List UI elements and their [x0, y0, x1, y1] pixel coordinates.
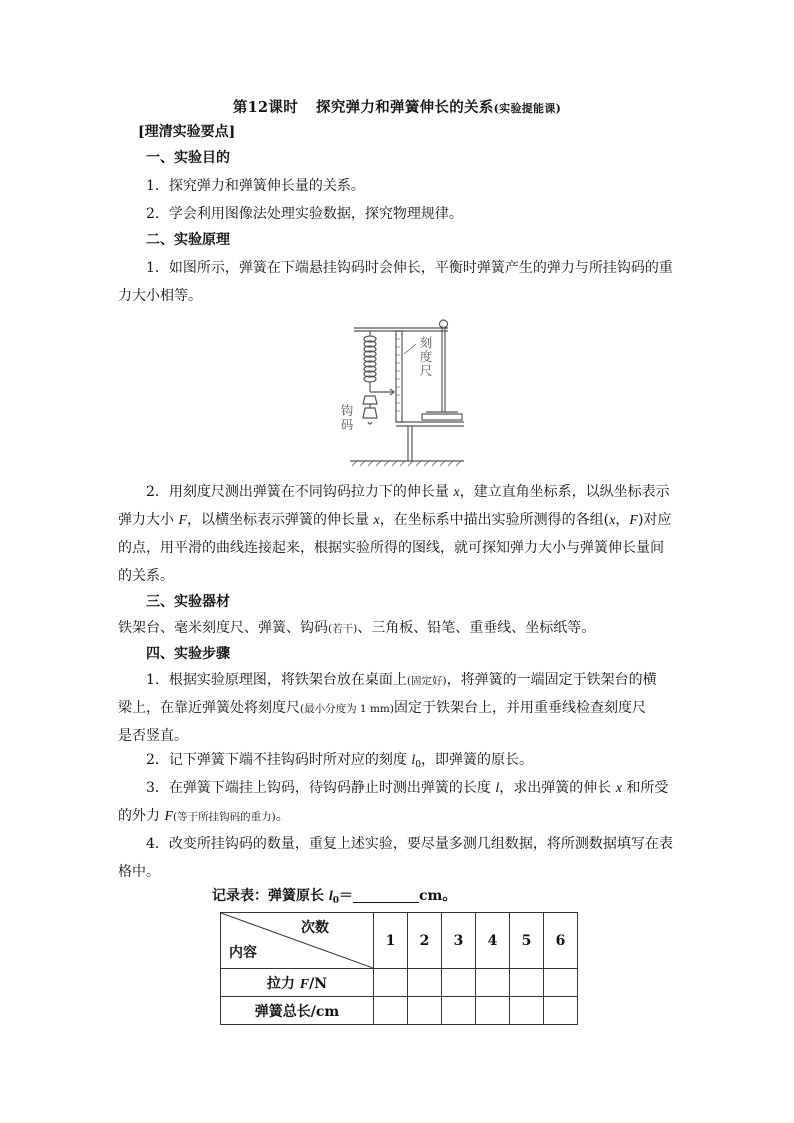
- row-label-force: 拉力 F/N: [221, 969, 374, 997]
- lesson-number: 第12课时: [232, 99, 299, 116]
- heading-purpose: 一、实验目的: [146, 150, 230, 166]
- purpose-item-2: 2．学会利用图像法处理实验数据，探究物理规律。: [146, 206, 463, 222]
- column-header-5: 5: [510, 913, 544, 969]
- table-cell: [442, 969, 476, 997]
- page-title: [0, 96, 794, 117]
- original-length-blank: [353, 888, 419, 903]
- record-table: [220, 912, 578, 1025]
- table-cell: [476, 969, 510, 997]
- column-header-6: 6: [544, 913, 578, 969]
- column-header-2: 2: [408, 913, 442, 969]
- table-cell: [476, 997, 510, 1025]
- header-content: 内容: [229, 945, 257, 961]
- principle-2-line-3: 的点，用平滑的曲线连接起来，根据实验所得的图线，就可探知弹力大小与弹簧伸长量间: [118, 540, 664, 556]
- section-header: [理清实验要点]: [138, 124, 236, 140]
- table-row-length: [221, 997, 578, 1025]
- lesson-topic: 探究弹力和弹簧伸长的关系: [316, 99, 494, 116]
- apparatus-figure: [348, 314, 470, 470]
- heading-steps: 四、实验步骤: [146, 646, 230, 662]
- principle-2-line-1: 2．用刻度尺测出弹簧在不同钩码拉力下的伸长量 x，建立直角坐标系，以纵坐标表示: [146, 484, 670, 500]
- figure-label-ruler: 刻度尺: [419, 335, 433, 378]
- row-label-length: 弹簧总长/cm: [221, 997, 374, 1025]
- table-diagonal-header: [221, 913, 374, 969]
- step-1-line-3: 是否竖直。: [118, 728, 188, 744]
- table-cell: [544, 997, 578, 1025]
- equipment-list: 铁架台、毫米刻度尺、弹簧、钩码(若干)、三角板、铅笔、重垂线、坐标纸等。: [118, 620, 596, 636]
- principle-1-line-1: 1．如图所示，弹簧在下端悬挂钩码时会伸长，平衡时弹簧产生的弹力与所挂钩码的重: [146, 260, 673, 276]
- step-1-line-1: 1．根据实验原理图，将铁架台放在桌面上(固定好)，将弹簧的一端固定于铁架台的横: [146, 672, 657, 688]
- table-cell: [374, 997, 408, 1025]
- record-table-caption: 记录表：弹簧原长 $l_0=$ cm。: [212, 888, 457, 906]
- header-trials: 次数: [301, 920, 329, 936]
- column-header-1: 1: [374, 913, 408, 969]
- figure-label-weight: 钩码: [340, 403, 354, 432]
- principle-1-line-2: 力大小相等。: [118, 288, 202, 304]
- step-2: 2．记下弹簧下端不挂钩码时所对应的刻度 $l_0$，即弹簧的原长。: [146, 752, 533, 770]
- column-header-3: 3: [442, 913, 476, 969]
- table-row-force: [221, 969, 578, 997]
- table-cell: [374, 969, 408, 997]
- heading-equipment: 三、实验器材: [146, 594, 230, 610]
- column-header-4: 4: [476, 913, 510, 969]
- table-cell: [544, 969, 578, 997]
- step-3-line-2: 的外力 F(等于所挂钩码的重力)。: [118, 808, 290, 824]
- purpose-item-1: 1．探究弹力和弹簧伸长量的关系。: [146, 178, 365, 194]
- principle-2-line-2: 弹力大小 F，以横坐标表示弹簧的伸长量 x，在坐标系中描出实验所测得的各组(x，F)对应: [118, 512, 672, 528]
- step-1-line-2: 梁上，在靠近弹簧处将刻度尺(最小分度为 1 mm)固定于铁架台上，并用重垂线检查刻度尺: [118, 700, 646, 716]
- table-cell: [510, 969, 544, 997]
- step-4-line-2: 格中。: [118, 864, 160, 880]
- spring-apparatus-diagram: [348, 314, 470, 470]
- heading-principle: 二、实验原理: [146, 232, 230, 248]
- table-cell: [510, 997, 544, 1025]
- table-cell: [442, 997, 476, 1025]
- step-3-line-1: 3．在弹簧下端挂上钩码，待钩码静止时测出弹簧的长度 l，求出弹簧的伸长 x 和所受: [146, 780, 669, 796]
- table-cell: [408, 969, 442, 997]
- lesson-tag: (实验提能课): [493, 102, 562, 115]
- step-4-line-1: 4．改变所挂钩码的数量，重复上述实验，要尽量多测几组数据，将所测数据填写在表: [146, 836, 673, 852]
- principle-2-line-4: 的关系。: [118, 568, 174, 584]
- table-cell: [408, 997, 442, 1025]
